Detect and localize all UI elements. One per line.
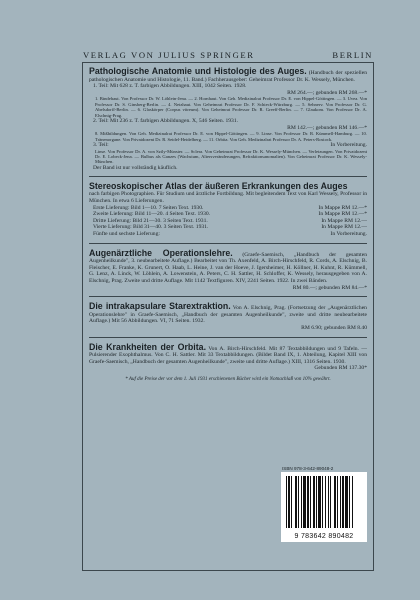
entry-text: nach farbigen Photographien. Für Studium und ärztliche Fortbildung. Mit begleitendem Text von Karl Wessely, Professor in München. In etwa 6 Lieferungen. — [89, 191, 367, 204]
entry-orbita — [89, 342, 367, 372]
delivery-price: In Mappe RM 12.— — [321, 217, 367, 224]
entry-title: Stereoskopischer Atlas der äußeren Erkrankungen des Auges — [89, 181, 348, 192]
barcode-bar — [352, 476, 353, 528]
barcode-bar — [349, 476, 350, 528]
entry-title: Pathologische Anatomie und Histologie des Auges. — [89, 66, 307, 76]
delivery-row — [89, 231, 367, 238]
barcode-bar — [337, 476, 338, 528]
barcode-bars-icon — [285, 476, 363, 528]
entry-text: (Graefe-Saemisch, „Handbuch der gesamten Augenheilkunde", 3. neubearbeitete Auflage.) Bearbeitet von Th. Axenfeld, A. Birch-Hirschfeld, R. Cords, A. Elschnig, B. Fleischer, E. Franke, K. Grunert, O. Haab, L. Heine, J. van der Hoeve, J. Igersheimer, H. Köllner, H. Kuhnt, R. Kümmell, G. Lenz, A. Linck, W. Löhlein, A. Lowenstein, A. Peters, C. H. Sattler, H. Schloffer, K. Wessely, herausgegeben von A. Elschnig, Prag. Zweite und dritte Auflage. Mit 1142 Textfiguren. XIV, 2241 Seiten. 1922. In zwei Bänden. — [89, 251, 367, 284]
isbn-label: ISBN 978-3-642-89048-2 — [282, 466, 334, 471]
divider — [89, 243, 367, 244]
entry-operationslehre — [89, 248, 367, 292]
entry-intro: (Handbuch der speziellen pathologischen Anatomie und Histologie, 11. Band.) Fachherausgeber: Geheimrat Professor Dr. K. Wessely, München. — [89, 70, 367, 83]
barcode-bar — [310, 476, 311, 528]
publisher-name: VERLAG VON JULIUS SPRINGER — [83, 50, 255, 60]
delivery-row — [89, 211, 367, 218]
delivery-label: Erste Lieferung: Bild 1—10. 7 Seiten Text. 1930. — [93, 204, 204, 211]
publisher-header — [83, 50, 373, 60]
barcode-bar — [301, 476, 302, 528]
delivery-price: In Vorbereitung. — [330, 230, 367, 237]
barcode-bar — [295, 476, 297, 528]
volume-1-contents: 1. Bindehaut. Von Professor Dr. W. Löhlein-Jena. — 2. Hornhaut. Von Geh. Medizinalrat Professor Dr. E. von Hippel-Göttingen. — 3. Uvea. Von Professor Dr. S. Ginsberg-Berlin. — 4. Netzhaut. Von Geheimrat Professor Dr. F. Schieck-Würzburg. — 5. Sehnerv. Von Professor Dr. G. Abelsdorff-Berlin. — 6. Glaskörper (Corpus vitreum). Von Geheimrat Professor Dr. R. Greeff-Berlin. — 7. Glaukom. Von Professor Dr. A. Elschnig-Prag. — [95, 96, 367, 118]
delivery-label: Fünfte und sechste Lieferung: — [93, 230, 160, 237]
delivery-label: Dritte Lieferung: Bild 21—30. 3 Seiten Text. 1931. — [93, 217, 208, 224]
barcode-bar — [330, 476, 331, 528]
price-footnote: * Auf die Preise der vor dem 1. Juli 1931 erschienenen Bücher wird ein Notnachlaß von 10% gewährt. — [125, 376, 331, 382]
volume-1: 1. Teil: Mit 628 z. T. farbigen Abbildungen. XIII, 1042 Seiten. 1928. — [93, 83, 247, 90]
volume-note: Der Band ist nur vollständig käuflich. — [93, 164, 178, 171]
volume-3-label: 3. Teil: — [93, 142, 109, 148]
barcode-bar — [288, 476, 290, 528]
publisher-city: BERLIN — [332, 50, 373, 60]
entry-pathologische-anatomie — [89, 66, 367, 171]
entry-title: Die intrakapsulare Starextraktion. — [89, 301, 231, 312]
delivery-price: In Mappe RM 12.—* — [318, 204, 367, 211]
entry-price: RM 6.90; gebunden RM 8.40 — [301, 324, 367, 331]
volume-3 — [89, 142, 367, 149]
barcode-bar — [313, 476, 315, 528]
barcode-bar — [325, 476, 326, 528]
delivery-row — [89, 224, 367, 231]
barcode — [281, 472, 367, 542]
entry-starextraktion — [89, 301, 367, 331]
barcode-bar — [322, 476, 323, 528]
entry-title: Augenärztliche Operationslehre. — [89, 247, 233, 258]
entry-price: Gebunden RM 137.30* — [314, 365, 367, 372]
barcode-bar — [334, 476, 336, 528]
volume-2-price: RM 142.—; gebunden RM 146.—* — [287, 124, 367, 131]
volume-3-contents: Linse. Von Professor Dr. A. von Szily-Münster. — Sclera. Von Geheimrat Professor Dr. K. Wessely-München. — Verletzungen. Von Privatdozent Dr. E. Lobeck-Jena. — Bulbus als Ganzes (Wachstum, Altersveränderungen, Refraktionsanomalien). Von Geheimrat Professor Dr. K. Wessely-München. — [95, 148, 367, 165]
entry-stereoskopischer-atlas — [89, 181, 367, 237]
divider — [89, 296, 367, 297]
barcode-bar — [291, 476, 292, 528]
divider — [89, 176, 367, 177]
divider — [89, 337, 367, 338]
barcode-bar — [286, 476, 287, 528]
entry-text: Von A. Birch-Hirschfeld. Mit 87 Textabbildungen und 9 Tafeln. — Pulsierender Exophthalmus. Von C. H. Sattler. Mit 33 Textabbildungen. (Bildet Band IX, 1. Abteilung, Kapitel XIII von Graefe-Saemisch, „Handbuch der gesamten Augenheilkunde", zweite und dritte Auflage.) XIII, 1316 Seiten. 1930. — [89, 345, 367, 365]
delivery-label: Vierte Lieferung: Bild 31—40. 3 Seiten Text. 1931. — [93, 224, 209, 231]
barcode-bar — [345, 476, 348, 528]
volume-3-status: In Vorbereitung. — [330, 142, 367, 148]
volume-1-price: RM 264.—; gebunden RM 268.—* — [287, 89, 367, 96]
entry-price: RM 80.—; gebunden RM 84.—* — [292, 284, 367, 291]
barcode-bar — [298, 476, 299, 528]
barcode-bar — [316, 476, 317, 528]
barcode-bar — [328, 476, 329, 528]
barcode-bar — [307, 476, 309, 528]
catalog-content — [89, 66, 367, 383]
delivery-price: In Mappe RM 12.— — [321, 224, 367, 231]
entry-text: Von A. Elschnig, Prag. (Fortsetzung der „Augenärztlichen Operationslehre" in Graefe-Saemisch, „Handbuch der gesamten Augenheilkunde", zweite und dritte neubearbeitete Auflage.) Mit 56 Abbildungen. VI, 71 Seiten. 1932. — [89, 305, 367, 325]
barcode-number: 9 783642 890482 — [294, 533, 354, 540]
delivery-label: Zweite Lieferung: Bild 11—20. 4 Seiten Text. 1930. — [93, 211, 211, 218]
entry-title: Die Krankheiten der Orbita. — [89, 341, 207, 352]
delivery-price: In Mappe RM 12.—* — [318, 211, 367, 218]
barcode-bar — [318, 476, 321, 528]
barcode-bar — [342, 476, 344, 528]
volume-2: 2. Teil: Mit 236 z. T. farbigen Abbildungen. X, 546 Seiten. 1931. — [93, 118, 239, 124]
barcode-bar — [340, 476, 341, 528]
barcode-bar — [303, 476, 306, 528]
volume-2-contents: 8. Mißbildungen. Von Geh. Medizinalrat Professor Dr. E. von Hippel-Göttingen. — 9. Linse. Von Professor Dr. R. Kümmell-Hamburg. — 10. Tränenorgane. Von Privatdozent Dr. R. Seidel-Heidelberg. — 11. Orbita. Von Geh. Medizinalrat Professor Dr. A. Peters-Rostock. — [95, 131, 367, 142]
